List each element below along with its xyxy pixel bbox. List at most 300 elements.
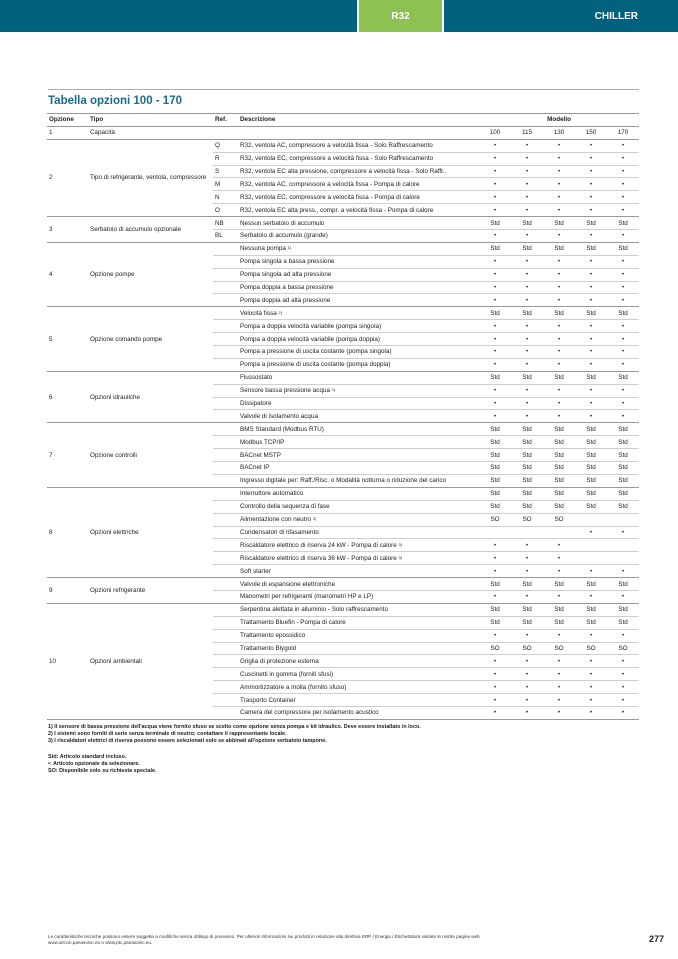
ref-code: [213, 565, 238, 578]
description: Serpentina alettata in alluminio - Solo raffrescamento: [240, 606, 388, 614]
model-value: •: [511, 333, 543, 346]
description-cell: [238, 436, 479, 449]
model-value: •: [607, 629, 639, 642]
ref-code: [213, 358, 238, 371]
model-value: SO: [607, 642, 639, 655]
model-value: •: [543, 333, 575, 346]
tipo-label: Tipo di refrigerante, ventola, compressore: [88, 139, 213, 216]
model-value: •: [511, 255, 543, 268]
ref-code: [213, 681, 238, 694]
footer-disclaimer: [48, 934, 480, 946]
model-value: •: [511, 294, 543, 307]
description: Nessuna pompa: [240, 245, 286, 253]
model-value: •: [607, 694, 639, 707]
model-value: •: [607, 384, 639, 397]
model-value: •: [479, 152, 511, 165]
description-cell: [238, 281, 479, 294]
model-value: •: [511, 178, 543, 191]
ref-code: [213, 242, 238, 255]
description: Trattamento Blygold: [240, 644, 297, 652]
description-cell: [238, 694, 479, 707]
model-value: •: [607, 668, 639, 681]
model-value: •: [479, 281, 511, 294]
ref-code: [213, 616, 238, 629]
model-value: •: [543, 178, 575, 191]
model-value: Std: [575, 500, 607, 513]
model-value: •: [479, 346, 511, 359]
footnote-ref: 1): [331, 387, 336, 393]
model-value: •: [479, 204, 511, 217]
description: Ingresso digitale per: Raff./Risc. o Modalità notturna o riduzione del carico: [240, 477, 447, 485]
table-row: [47, 371, 639, 384]
ref-code: [213, 333, 238, 346]
model-value: •: [511, 629, 543, 642]
description: Interruttore automatico: [240, 490, 304, 498]
capacity-row: [47, 126, 639, 139]
description: Pompa singola ad alta pressione: [240, 271, 332, 279]
description-cell: [238, 320, 479, 333]
model-value: •: [511, 552, 543, 565]
description: R32, ventola EC alta pressione, compressore a velocità fissa - Solo Raffr..: [240, 168, 447, 175]
page-title: Tabella opzioni 100 - 170: [48, 95, 182, 107]
description: Manometri per refrigeranti (manometri HP e LP): [240, 593, 374, 601]
description: Trattamento epossidico: [240, 632, 306, 640]
ref-code: NB: [213, 217, 238, 230]
col-modello: Modello: [479, 114, 639, 127]
model-value: •: [575, 178, 607, 191]
description: Flussostato: [240, 374, 273, 382]
footnote: 1) Il sensore di bassa pressione dell'acqua viene fornito sfuso se scelto come opzione senza pompa e kit idraulico. Deve essere installato in loco.: [48, 724, 421, 730]
model-value: •: [575, 346, 607, 359]
model-value: Std: [511, 423, 543, 436]
model-value: •: [479, 320, 511, 333]
description: R32, ventola EC, compressore a velocità fissa - Solo Raffrescamento: [240, 155, 434, 163]
model-value: •: [575, 655, 607, 668]
table-header: [47, 114, 639, 127]
model-value: •: [511, 191, 543, 204]
model-value: Std: [543, 487, 575, 500]
legend: [48, 754, 156, 775]
model-value: •: [511, 152, 543, 165]
model-value: Std: [607, 242, 639, 255]
description: BACnet IP: [240, 464, 270, 472]
description: Pompa a pressione di uscita costante (pompa doppia): [240, 361, 391, 369]
table-row: [47, 139, 639, 152]
model-value: Std: [511, 449, 543, 462]
model-value: Std: [479, 474, 511, 487]
model-value: Std: [479, 423, 511, 436]
model-value: •: [575, 358, 607, 371]
model-value: •: [511, 320, 543, 333]
model-value: •: [543, 410, 575, 423]
model-value: Std: [543, 449, 575, 462]
model-value: •: [479, 397, 511, 410]
model-value: •: [543, 255, 575, 268]
model-value: •: [543, 152, 575, 165]
model-value: Std: [479, 603, 511, 616]
model-value: •: [479, 629, 511, 642]
description: Griglia di protezione esterna: [240, 657, 319, 665]
model-value: •: [607, 590, 639, 603]
ref-code: S: [213, 165, 238, 178]
tab-r32[interactable]: R32: [357, 0, 444, 32]
model-value: Std: [479, 616, 511, 629]
model-value: •: [511, 358, 543, 371]
model-value: •: [479, 539, 511, 552]
model-value: SO: [511, 513, 543, 526]
ref-code: [213, 462, 238, 475]
model-value: •: [607, 397, 639, 410]
model-value: [607, 513, 639, 526]
model-value: •: [543, 681, 575, 694]
model-115: 115: [511, 126, 543, 139]
model-value: Std: [479, 578, 511, 591]
model-value: •: [575, 694, 607, 707]
model-value: •: [511, 681, 543, 694]
description-cell: [238, 603, 479, 616]
model-value: •: [479, 681, 511, 694]
description: Valvole di isolamento acqua: [240, 412, 318, 420]
model-value: •: [479, 139, 511, 152]
model-value: •: [575, 410, 607, 423]
model-value: Std: [575, 474, 607, 487]
model-value: •: [511, 139, 543, 152]
model-value: Std: [479, 436, 511, 449]
model-value: •: [479, 165, 511, 178]
model-value: •: [511, 281, 543, 294]
ref-code: [213, 397, 238, 410]
header-bar: [0, 0, 678, 32]
model-value: SO: [575, 642, 607, 655]
description: Ammortizzatore a molla (fornito sfuso): [240, 683, 347, 691]
ref-code: [213, 436, 238, 449]
model-value: •: [511, 346, 543, 359]
ref-code: [213, 500, 238, 513]
description: Pompa doppia ad alta pressione: [240, 296, 331, 304]
description-cell: [238, 578, 479, 591]
model-value: •: [511, 694, 543, 707]
model-value: Std: [575, 616, 607, 629]
model-value: •: [511, 204, 543, 217]
description: Dissipatore: [240, 400, 272, 408]
model-value: Std: [479, 371, 511, 384]
description-cell: [238, 681, 479, 694]
model-value: Std: [607, 217, 639, 230]
model-value: •: [479, 410, 511, 423]
table-row: [47, 487, 639, 500]
model-value: Std: [543, 462, 575, 475]
model-value: •: [479, 655, 511, 668]
description: Riscaldatore elettrico di riserva 36 kW - Pompa di calore: [240, 554, 397, 562]
table-row: [47, 242, 639, 255]
model-value: [575, 539, 607, 552]
description: R32, ventola AC, compressore a velocità fissa - Solo Raffrescamento: [240, 142, 433, 150]
ref-code: [213, 320, 238, 333]
table-row: [47, 307, 639, 320]
model-value: Std: [543, 307, 575, 320]
model-value: •: [543, 281, 575, 294]
model-value: •: [607, 346, 639, 359]
model-value: •: [575, 268, 607, 281]
model-value: Std: [575, 307, 607, 320]
model-value: •: [543, 590, 575, 603]
model-value: •: [543, 268, 575, 281]
opzione-number: 4: [47, 242, 88, 306]
tipo-label: Opzione pompe: [88, 242, 213, 306]
footnote-ref: 1): [287, 245, 292, 251]
options-table: [47, 113, 639, 720]
model-value: •: [607, 681, 639, 694]
footnotes: [48, 724, 421, 745]
model-value: •: [479, 565, 511, 578]
model-value: Std: [543, 500, 575, 513]
model-value: Std: [543, 474, 575, 487]
model-value: •: [575, 165, 607, 178]
ref-code: [213, 307, 238, 320]
description: Pompa a doppia velocità variabile (pompa singola): [240, 322, 382, 330]
description: Nessun serbatoio di accumulo: [240, 219, 325, 227]
model-value: •: [511, 655, 543, 668]
ref-code: [213, 281, 238, 294]
model-value: •: [575, 204, 607, 217]
footnote-ref: 3): [398, 541, 403, 547]
model-value: •: [607, 255, 639, 268]
model-value: Std: [607, 371, 639, 384]
description-cell: [238, 346, 479, 359]
description: Pompa doppia a bassa pressione: [240, 284, 334, 292]
ref-code: [213, 268, 238, 281]
ref-code: [213, 539, 238, 552]
tipo-label: Opzioni refrigerante: [88, 578, 213, 604]
description: Condensatori di rifasamento: [240, 528, 319, 536]
model-value: •: [511, 410, 543, 423]
description-cell: [238, 255, 479, 268]
model-value: SO: [511, 642, 543, 655]
ref-code: [213, 346, 238, 359]
model-value: •: [607, 333, 639, 346]
description: Controllo della sequenza di fase: [240, 503, 330, 511]
description-cell: [238, 410, 479, 423]
description-cell: [238, 462, 479, 475]
footnote-ref: 2): [278, 309, 283, 315]
model-value: •: [511, 165, 543, 178]
model-value: Std: [575, 603, 607, 616]
description: Soft starter: [240, 567, 271, 575]
model-value: Std: [607, 578, 639, 591]
description-cell: [238, 268, 479, 281]
model-value: •: [543, 397, 575, 410]
model-value: [543, 526, 575, 539]
opzione-number: 3: [47, 217, 88, 243]
legend-item: SO: Disponibile solo su richiesta speciale.: [48, 768, 157, 774]
model-value: •: [479, 694, 511, 707]
model-value: Std: [543, 217, 575, 230]
description-cell: [238, 139, 479, 152]
model-value: •: [479, 384, 511, 397]
ref-code: Q: [213, 139, 238, 152]
ref-code: [213, 474, 238, 487]
model-value: •: [543, 629, 575, 642]
description-cell: [238, 423, 479, 436]
model-value: Std: [607, 616, 639, 629]
model-value: Std: [479, 449, 511, 462]
model-value: •: [607, 410, 639, 423]
model-value: Std: [511, 487, 543, 500]
col-ref: Ref.: [213, 114, 238, 127]
model-value: Std: [607, 474, 639, 487]
model-value: Std: [543, 616, 575, 629]
model-value: Std: [575, 242, 607, 255]
model-130: 130: [543, 126, 575, 139]
description-cell: [238, 294, 479, 307]
description-cell: [238, 242, 479, 255]
model-value: SO: [479, 642, 511, 655]
ref-code: M: [213, 178, 238, 191]
model-value: Std: [511, 616, 543, 629]
model-value: [511, 526, 543, 539]
model-value: •: [479, 230, 511, 243]
description-cell: [238, 384, 479, 397]
model-value: Std: [511, 462, 543, 475]
ref-code: [213, 694, 238, 707]
model-value: •: [511, 384, 543, 397]
model-value: Std: [575, 436, 607, 449]
ref-code: [213, 255, 238, 268]
description: R32, ventola EC, compressore a velocità fissa - Pompa di calore: [240, 193, 420, 201]
description-cell: [238, 565, 479, 578]
model-value: •: [543, 694, 575, 707]
model-value: •: [479, 358, 511, 371]
model-value: •: [511, 539, 543, 552]
website-links[interactable]: www.aircon.panasonic.eu o www.ptc.panasonic.eu.: [48, 940, 153, 945]
legend-item: Std: Articolo standard incluso.: [48, 754, 127, 760]
model-value: •: [543, 552, 575, 565]
model-value: •: [575, 294, 607, 307]
model-value: •: [543, 358, 575, 371]
footnote: 3) I riscaldatori elettrici di riserva possono essere selezionati solo se abbinati all'opzione serbatoio tampone.: [48, 738, 327, 744]
model-value: •: [543, 655, 575, 668]
description: BMS Standard (Modbus RTU): [240, 425, 324, 433]
model-value: •: [575, 320, 607, 333]
model-value: •: [543, 320, 575, 333]
model-value: •: [543, 539, 575, 552]
model-value: Std: [607, 423, 639, 436]
model-value: •: [607, 204, 639, 217]
tipo-label: Capacità: [88, 126, 479, 139]
ref-code: [213, 668, 238, 681]
model-value: •: [543, 165, 575, 178]
model-value: Std: [543, 603, 575, 616]
model-value: Std: [607, 307, 639, 320]
description-cell: [238, 371, 479, 384]
model-value: SO: [543, 642, 575, 655]
page-number: 277: [648, 934, 664, 944]
model-value: •: [575, 230, 607, 243]
model-value: Std: [511, 242, 543, 255]
model-value: •: [543, 668, 575, 681]
model-value: Std: [479, 217, 511, 230]
model-value: •: [575, 668, 607, 681]
description-cell: [238, 191, 479, 204]
model-value: Std: [511, 307, 543, 320]
section-label: CHILLER: [594, 11, 638, 22]
model-value: Std: [607, 603, 639, 616]
ref-code: [213, 513, 238, 526]
table-row: [47, 578, 639, 591]
model-value: •: [607, 358, 639, 371]
model-value: •: [511, 565, 543, 578]
ref-code: R: [213, 152, 238, 165]
opzione-number: 5: [47, 307, 88, 371]
table-row: [47, 603, 639, 616]
model-value: •: [479, 333, 511, 346]
model-value: •: [479, 255, 511, 268]
ref-code: [213, 423, 238, 436]
description-cell: [238, 333, 479, 346]
model-value: •: [543, 384, 575, 397]
description: Pompa singola a bassa pressione: [240, 258, 335, 266]
ref-code: [213, 590, 238, 603]
model-value: Std: [511, 474, 543, 487]
model-value: •: [575, 281, 607, 294]
model-value: •: [479, 706, 511, 719]
model-value: •: [479, 191, 511, 204]
model-value: [575, 513, 607, 526]
description: R32, ventola EC alta press., compr. a velocità fissa - Pompa di calore: [240, 206, 434, 214]
model-value: •: [607, 139, 639, 152]
ref-code: BL: [213, 230, 238, 243]
model-value: •: [511, 230, 543, 243]
description-cell: [238, 449, 479, 462]
model-value: •: [575, 384, 607, 397]
model-value: •: [607, 152, 639, 165]
model-value: •: [575, 681, 607, 694]
model-value: •: [543, 191, 575, 204]
model-value: •: [479, 552, 511, 565]
model-value: •: [479, 590, 511, 603]
model-100: 100: [479, 126, 511, 139]
description-cell: [238, 397, 479, 410]
description: Camera del compressore per isolamento acustico: [240, 709, 379, 717]
model-value: Std: [479, 242, 511, 255]
model-value: SO: [543, 513, 575, 526]
model-value: •: [543, 565, 575, 578]
ref-code: [213, 526, 238, 539]
description-cell: [238, 552, 479, 565]
model-value: •: [575, 139, 607, 152]
model-value: [607, 539, 639, 552]
ref-code: [213, 642, 238, 655]
model-value: •: [607, 655, 639, 668]
model-value: Std: [511, 436, 543, 449]
model-value: Std: [511, 371, 543, 384]
model-value: Std: [479, 500, 511, 513]
model-value: Std: [543, 242, 575, 255]
model-value: •: [511, 590, 543, 603]
model-value: •: [543, 204, 575, 217]
model-value: •: [607, 526, 639, 539]
description-cell: [238, 629, 479, 642]
ref-code: O: [213, 204, 238, 217]
model-value: •: [575, 255, 607, 268]
table-row: [47, 217, 639, 230]
model-value: •: [479, 294, 511, 307]
description-cell: [238, 307, 479, 320]
model-value: •: [511, 706, 543, 719]
disclaimer-text: Le caratteristiche tecniche possono essere soggette a modifiche senza obbligo di preavviso. Per ulteriori informazioni sui prodotti in relazione alla direttiva ERP / Energia / Etichettatura visitate le nostre pagine web: [48, 934, 480, 939]
col-tipo: Tipo: [88, 114, 213, 127]
opzione-number: 6: [47, 371, 88, 423]
